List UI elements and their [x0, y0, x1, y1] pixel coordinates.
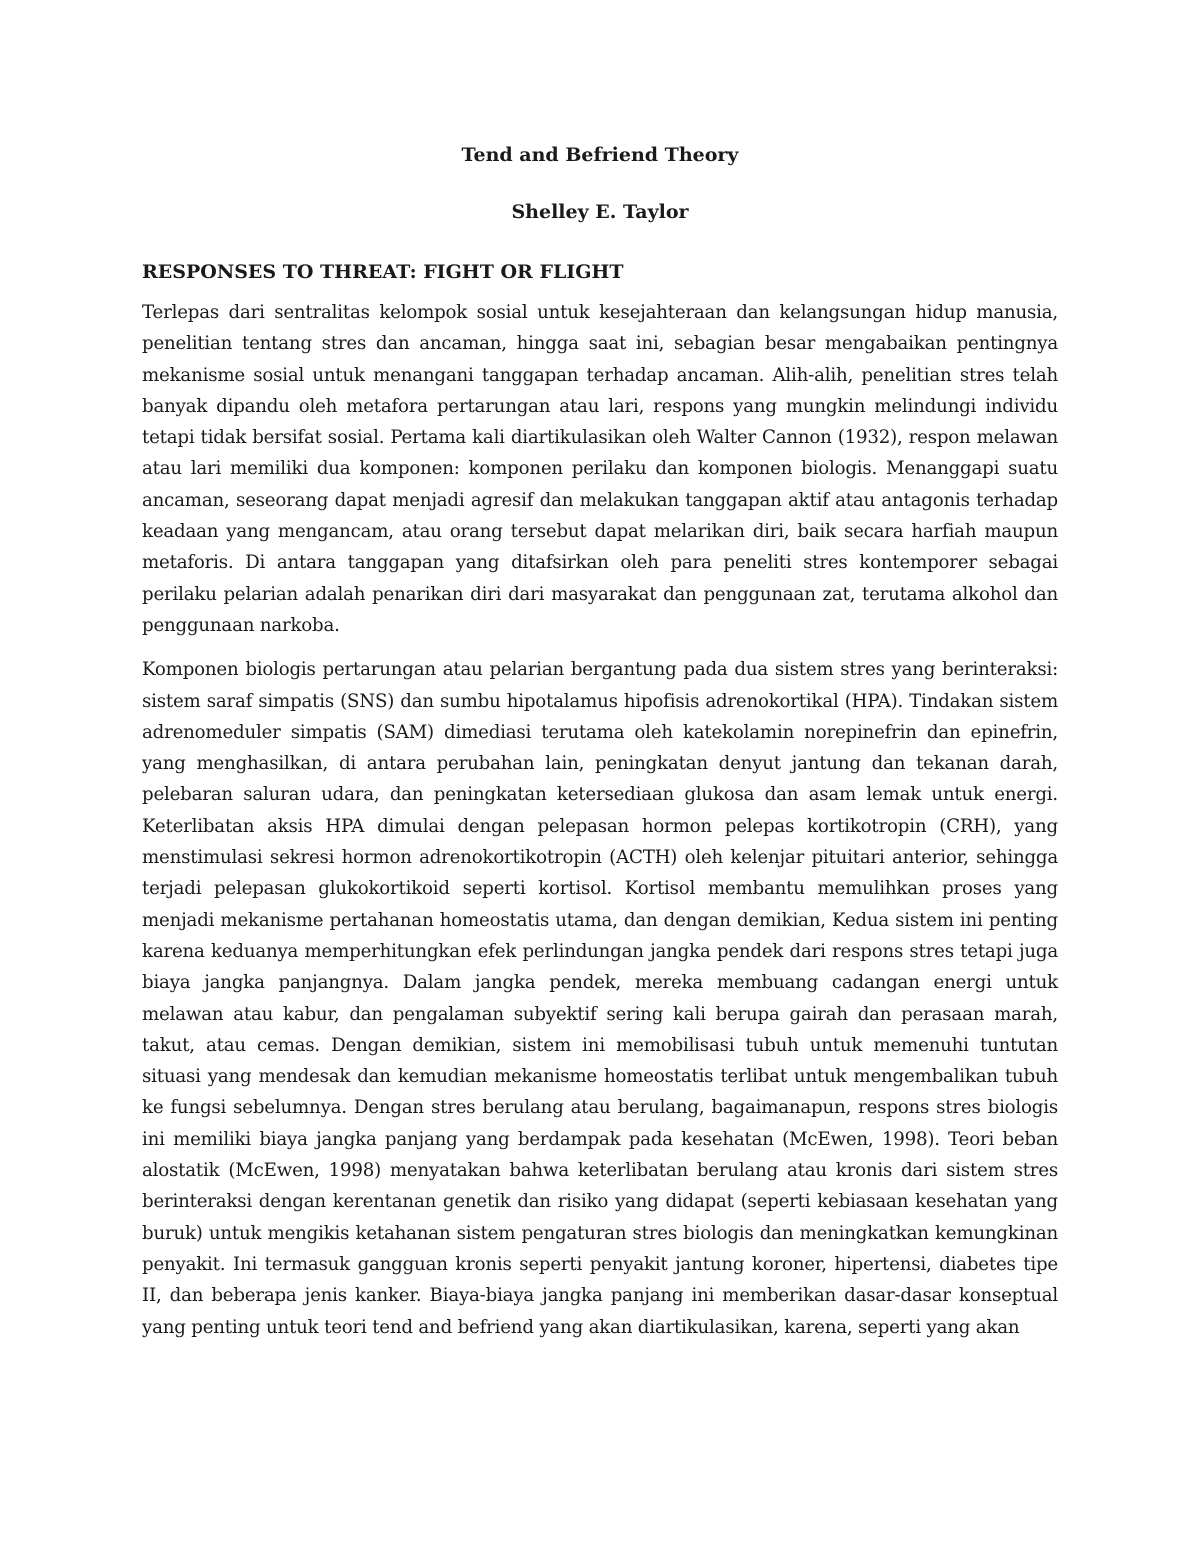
body-paragraph-2: Komponen biologis pertarungan atau pelarian bergantung pada dua sistem stres yang berinteraksi: sistem saraf simpatis (SNS) dan sumbu hipotalamus hipofisis adrenokortikal (HPA). Tindakan sistem adrenomeduler simpatis (SAM) dimediasi terutama oleh katekolamin norepinefrin dan epinefrin, yang menghasilkan, di antara perubahan lain, peningkatan denyut jantung dan tekanan darah, pelebaran saluran udara, dan peningkatan ketersediaan glukosa dan asam lemak untuk energi. Keterlibatan aksis HPA dimulai dengan pelepasan hormon pelepas kortikotropin (CRH), yang menstimulasi sekresi hormon adrenokortikotropin (ACTH) oleh kelenjar pituitari anterior, sehingga terjadi pelepasan glukokortikoid seperti kortisol. Kortisol membantu memulihkan proses yang menjadi mekanisme pertahanan homeostatis utama, dan dengan demikian, Kedua sistem ini penting karena keduanya memperhitungkan efek perlindungan jangka pendek dari respons stres tetapi juga biaya jangka panjangnya. Dalam jangka pendek, mereka membuang cadangan energi untuk melawan atau kabur, dan pengalaman subyektif sering kali berupa gairah dan perasaan marah, takut, atau cemas. Dengan demikian, sistem ini memobilisasi tubuh untuk memenuhi tuntutan situasi yang mendesak dan kemudian mekanisme homeostatis terlibat untuk mengembalikan tubuh ke fungsi sebelumnya. Dengan stres berulang atau berulang, bagaimanapun, respons stres biologis ini memiliki biaya jangka panjang yang berdampak pada kesehatan (McEwen, 1998). Teori beban alostatik (McEwen, 1998) menyatakan bahwa keterlibatan berulang atau kronis dari sistem stres berinteraksi dengan kerentanan genetik dan risiko yang didapat (seperti kebiasaan kesehatan yang buruk) untuk mengikis ketahanan sistem pengaturan stres biologis dan meningkatkan kemungkinan penyakit. Ini termasuk gangguan kronis seperti penyakit jantung koroner, hipertensi, diabetes tipe II, dan beberapa jenis kanker. Biaya-biaya jangka panjang ini memberikan dasar-dasar konseptual yang penting untuk teori tend and befriend yang akan diartikulasikan, karena, seperti yang akan [142, 659, 1058, 1338]
document-author: Shelley E. Taylor [511, 201, 689, 223]
section-heading: RESPONSES TO THREAT: FIGHT OR FLIGHT [142, 261, 624, 283]
document-page [142, 140, 1058, 1356]
document-title: Tend and Befriend Theory [461, 144, 739, 166]
body-paragraph-1: Terlepas dari sentralitas kelompok sosial untuk kesejahteraan dan kelangsungan hidup manusia, penelitian tentang stres dan ancaman, hingga saat ini, sebagian besar mengabaikan pentingnya mekanisme sosial untuk menangani tanggapan terhadap ancaman. Alih-alih, penelitian stres telah banyak dipandu oleh metafora pertarungan atau lari, respons yang mungkin melindungi individu tetapi tidak bersifat sosial. Pertama kali diartikulasikan oleh Walter Cannon (1932), respon melawan atau lari memiliki dua komponen: komponen perilaku dan komponen biologis. Menanggapi suatu ancaman, seseorang dapat menjadi agresif dan melakukan tanggapan aktif atau antagonis terhadap keadaan yang mengancam, atau orang tersebut dapat melarikan diri, baik secara harfiah maupun metaforis. Di antara tanggapan yang ditafsirkan oleh para peneliti stres kontemporer sebagai perilaku pelarian adalah penarikan diri dari masyarakat dan penggunaan zat, terutama alkohol dan penggunaan narkoba. [142, 302, 1058, 636]
